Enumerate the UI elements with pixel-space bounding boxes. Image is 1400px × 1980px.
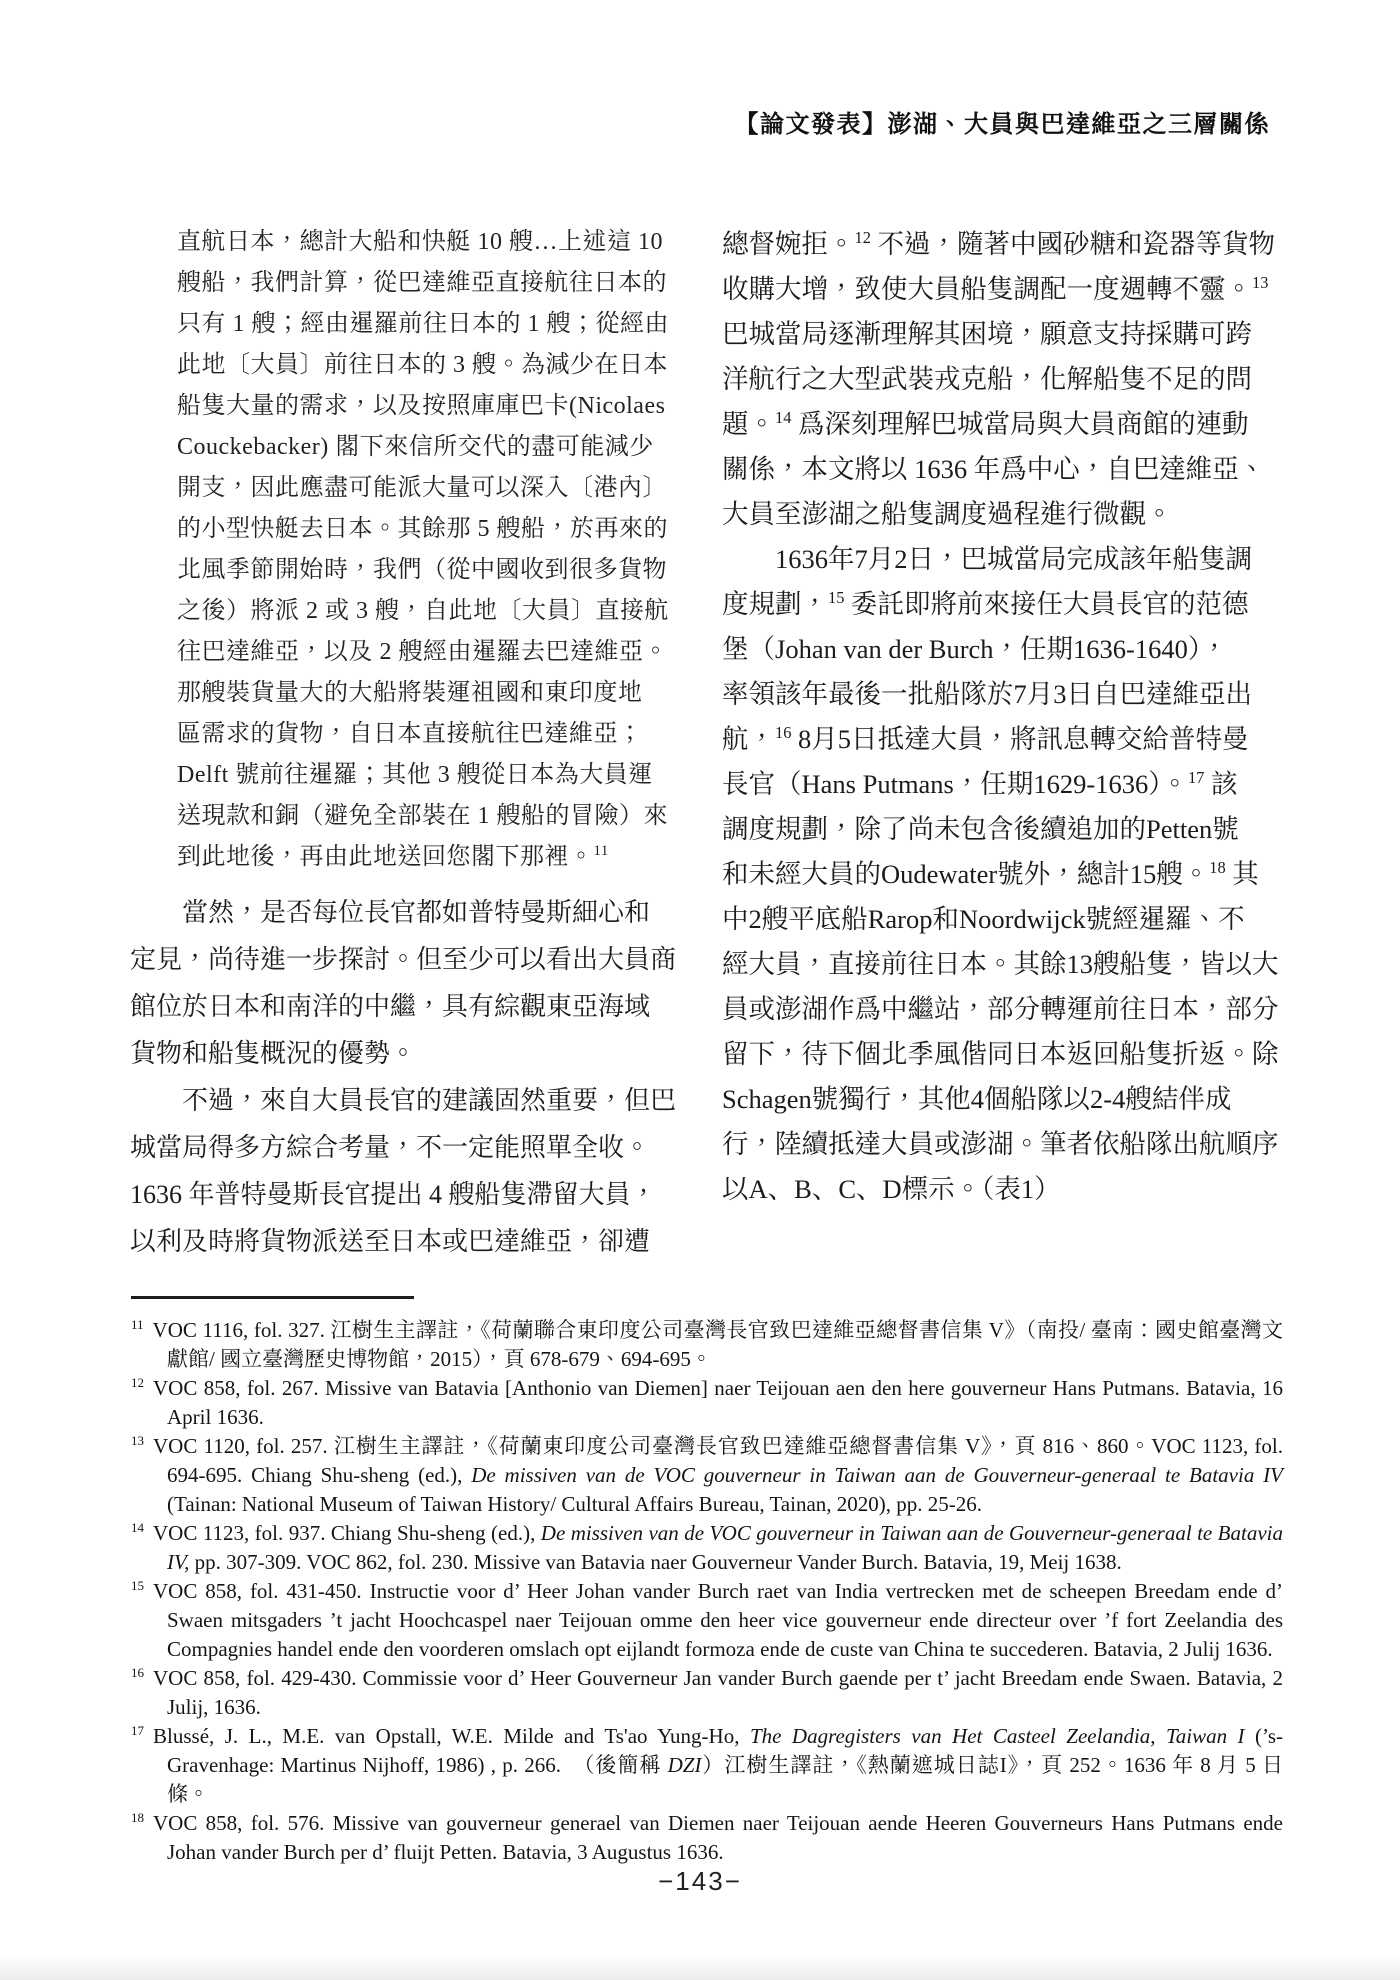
text-line: 和未經大員的Oudewater號外，總計15艘。$^{18}$ 其	[722, 858, 1259, 889]
footnote-number: 13	[131, 1433, 145, 1448]
text-line: 開支，因此應盡可能派大量可以深入〔港內〕	[177, 475, 667, 501]
text-line: 船隻大量的需求，以及按照庫庫巴卡(Nicolaes	[177, 393, 666, 419]
text-line: 大員至澎湖之船隻調度過程進行微觀。	[722, 499, 1173, 529]
text-line: 員或澎湖作爲中繼站，部分轉運前往日本，部分	[722, 994, 1279, 1024]
scan-edge-shadow	[0, 1956, 1400, 1980]
text-line: 長官（Hans Putmans，任期1629-1636）。$^{17}$ 該	[722, 768, 1238, 799]
footnote-number: 18	[131, 1810, 145, 1825]
text-line: 北風季節開始時，我們（從中國收到很多貨物	[177, 557, 667, 583]
text-line: 到此地後，再由此地送回您閣下那裡。$^{11}$	[177, 843, 609, 870]
footnote-text: VOC 858, fol. 431-450. Instructie voor d’ Heer Johan vander Burch raet van India vertrecken met de scheepen Breedam ende d’ Swaen mitsgaders ’t jacht Hoochcaspel naer Teijouan omme den heer vice gouverneur ende directeur over ’f fort Zeelandia des Compagnies handel ende den voorderen omslach opt eijlandt formoza ende de custe van China te succederen. Batavia, 2 Julij 1636.	[153, 1579, 1283, 1661]
paragraph	[130, 889, 682, 1077]
text-line: Couckebacker) 閣下來信所交代的盡可能減少	[177, 434, 654, 460]
text-line: 貨物和船隻概況的優勢。	[130, 1039, 417, 1068]
footnote-text: VOC 1123, fol. 937. Chiang Shu-sheng (ed.), De missiven van de VOC gouverneur in Taiwan aan de Gouverneur-generaal te Batavia IV, pp. 307-309. VOC 862, fol. 230. Missive van Batavia naer Gouverneur Vander Burch. Batavia, 19, Meij 1638.	[153, 1521, 1283, 1574]
page-number: −143−	[658, 1866, 742, 1896]
footnote	[131, 1519, 1283, 1577]
footnote-number: 12	[131, 1375, 145, 1390]
text-line: 直航日本，總計大船和快艇 10 艘…上述這 10	[177, 229, 663, 255]
footnote-number: 17	[131, 1723, 145, 1738]
footnote-text: VOC 858, fol. 429-430. Commissie voor d’ Heer Gouverneur Jan vander Burch gaende per t’ jacht Breedam ende Swaen. Batavia, 2 Julij, 1636.	[153, 1666, 1283, 1719]
footnote-reference: 13	[1252, 273, 1269, 293]
text-line: 區需求的貨物，自日本直接航往巴達維亞；	[177, 721, 643, 747]
text-line: 送現款和銅（避免全部裝在 1 艘船的冒險）來	[177, 803, 668, 829]
text-line: 度規劃，$^{15}$ 委託即將前來接任大員長官的范德	[722, 588, 1249, 619]
text-line: 的小型快艇去日本。其餘那 5 艘船，於再來的	[177, 516, 668, 542]
text-line: 不過，來自大員長官的建議固然重要，但巴	[130, 1086, 677, 1115]
footnote	[131, 1374, 1283, 1432]
page-header: 【論文發表】澎湖、大員與巴達維亞之三層關係	[734, 111, 1270, 138]
text-line: 往巴達維亞，以及 2 艘經由暹羅去巴達維亞。	[177, 639, 668, 665]
footnote	[131, 1809, 1283, 1867]
footnote-reference: 14	[775, 408, 792, 428]
text-line: 堡（Johan van der Burch，任期1636-1640），	[722, 634, 1228, 664]
text-line: 留下，待下個北季風偕同日本返回船隻折返。除	[722, 1039, 1279, 1069]
footnote-reference: 15	[828, 588, 845, 608]
text-line: 率領該年最後一批船隊於7月3日自巴達維亞出	[722, 679, 1252, 709]
footnote	[131, 1664, 1283, 1722]
text-line: Delft 號前往暹羅；其他 3 艘從日本為大員運	[177, 762, 653, 788]
footnote-text: Blussé, J. L., M.E. van Opstall, W.E. Milde and Ts'ao Yung-Ho, The Dagregisters van Het Casteel Zeelandia, Taiwan I (’s-Gravenhage: Martinus Nijhoff, 1986) , p. 266. （後簡稱 DZI）江樹生譯註，《熱蘭遮城日誌I》，頁 252。1636 年 8 月 5 日條。	[153, 1724, 1284, 1806]
text-line: 此地〔大員〕前往日本的 3 艘。為減少在日本	[177, 352, 668, 378]
footnote-number: 14	[131, 1520, 145, 1535]
text-line: 調度規劃，除了尚未包含後續追加的Petten號	[722, 814, 1239, 844]
text-line: 收購大增，致使大員船隻調配一度週轉不靈。$^{13}$	[722, 273, 1269, 304]
footnote-text: VOC 1120, fol. 257. 江樹生主譯註，《荷蘭東印度公司臺灣長官致巴達維亞總督書信集 V》，頁 816、860。VOC 1123, fol. 694-695. Chiang Shu-sheng (ed.), De missiven van de VOC gouverneur in Taiwan aan de Gouverneur-generaal te Batavia IV (Tainan: National Museum of Taiwan History/ Cultural Affairs Bureau, Tainan, 2020), pp. 25-26.	[153, 1434, 1283, 1516]
footnote-text: VOC 858, fol. 267. Missive van Batavia [Anthonio van Diemen] naer Teijouan aen den here gouverneur Hans Putmans. Batavia, 16 April 1636.	[153, 1376, 1283, 1429]
text-line: 題。$^{14}$ 爲深刻理解巴城當局與大員商館的連動	[722, 408, 1249, 439]
text-line: 航，$^{16}$ 8月5日抵達大員，將訊息轉交給普特曼	[722, 723, 1249, 754]
footnotes-section	[131, 1316, 1283, 1867]
text-line: 以A、B、C、D標示。（表1）	[722, 1174, 1061, 1204]
footnote-reference: 16	[775, 723, 792, 743]
footnote-text: VOC 1116, fol. 327. 江樹生主譯註，《荷蘭聯合東印度公司臺灣長官致巴達維亞總督書信集 V》（南投/ 臺南：國史館臺灣文獻館/ 國立臺灣歷史博物館，2015），頁 678-679、694-695。	[152, 1318, 1283, 1371]
text-line: 行，陸續抵達大員或澎湖。筆者依船隊出航順序	[722, 1129, 1279, 1159]
paragraph	[130, 1077, 682, 1265]
text-line: 城當局得多方綜合考量，不一定能照單全收。	[130, 1133, 651, 1162]
footnote-separator-line	[131, 1296, 414, 1299]
text-line: 關係，本文將以 1636 年爲中心，自巴達維亞、	[722, 454, 1266, 484]
text-line: 定見，尚待進一步探討。但至少可以看出大員商	[130, 945, 677, 974]
footnote	[131, 1722, 1283, 1809]
quotation-block	[177, 222, 682, 878]
text-line: Schagen號獨行，其他4個船隊以2-4艘結伴成	[722, 1084, 1232, 1114]
text-line: 艘船，我們計算，從巴達維亞直接航往日本的	[177, 270, 667, 296]
footnote-reference: 11	[593, 843, 609, 859]
text-line: 當然，是否每位長官都如普特曼斯細心和	[130, 898, 651, 927]
right-column	[722, 222, 1278, 1212]
text-line: 巴城當局逐漸理解其困境，願意支持採購可跨	[722, 319, 1252, 349]
text-line: 總督婉拒。$^{12}$ 不過，隨著中國砂糖和瓷器等貨物	[722, 228, 1276, 259]
footnote-reference: 17	[1187, 768, 1205, 788]
text-line: 1636 年普特曼斯長官提出 4 艘船隻滯留大員，	[130, 1180, 657, 1209]
paragraph	[722, 537, 1278, 1212]
text-line: 之後）將派 2 或 3 艘，自此地〔大員〕直接航	[177, 598, 669, 624]
footnote-number: 11	[131, 1317, 144, 1332]
text-line: 洋航行之大型武裝戎克船，化解船隻不足的問	[722, 364, 1252, 394]
left-column	[130, 222, 682, 1265]
footnote-reference: 12	[854, 228, 871, 248]
footnote-text: VOC 858, fol. 576. Missive van gouverneur generael van Diemen naer Teijouan aende Heeren Gouverneurs Hans Putmans ende Johan vander Burch per d’ fluijt Petten. Batavia, 3 Augustus 1636.	[153, 1811, 1283, 1864]
text-line: 1636年7月2日，巴城當局完成該年船隻調	[722, 544, 1252, 574]
paragraph	[722, 222, 1278, 537]
footnote	[131, 1432, 1283, 1519]
footnote	[131, 1316, 1283, 1374]
text-line: 中2艘平底船Rarop和Noordwijck號經暹羅、不	[722, 904, 1245, 934]
footnote-reference: 18	[1209, 858, 1226, 878]
text-line: 那艘裝貨量大的大船將裝運祖國和東印度地	[177, 680, 643, 706]
footnote-number: 15	[131, 1578, 145, 1593]
text-line: 以利及時將貨物派送至日本或巴達維亞，卻遭	[130, 1227, 651, 1256]
text-line: 只有 1 艘；經由暹羅前往日本的 1 艘；從經由	[177, 311, 669, 337]
footnote	[131, 1577, 1283, 1664]
text-line: 經大員，直接前往日本。其餘13艘船隻，皆以大	[722, 949, 1279, 979]
footnote-number: 16	[131, 1665, 145, 1680]
text-line: 館位於日本和南洋的中繼，具有綜觀東亞海域	[130, 992, 651, 1021]
